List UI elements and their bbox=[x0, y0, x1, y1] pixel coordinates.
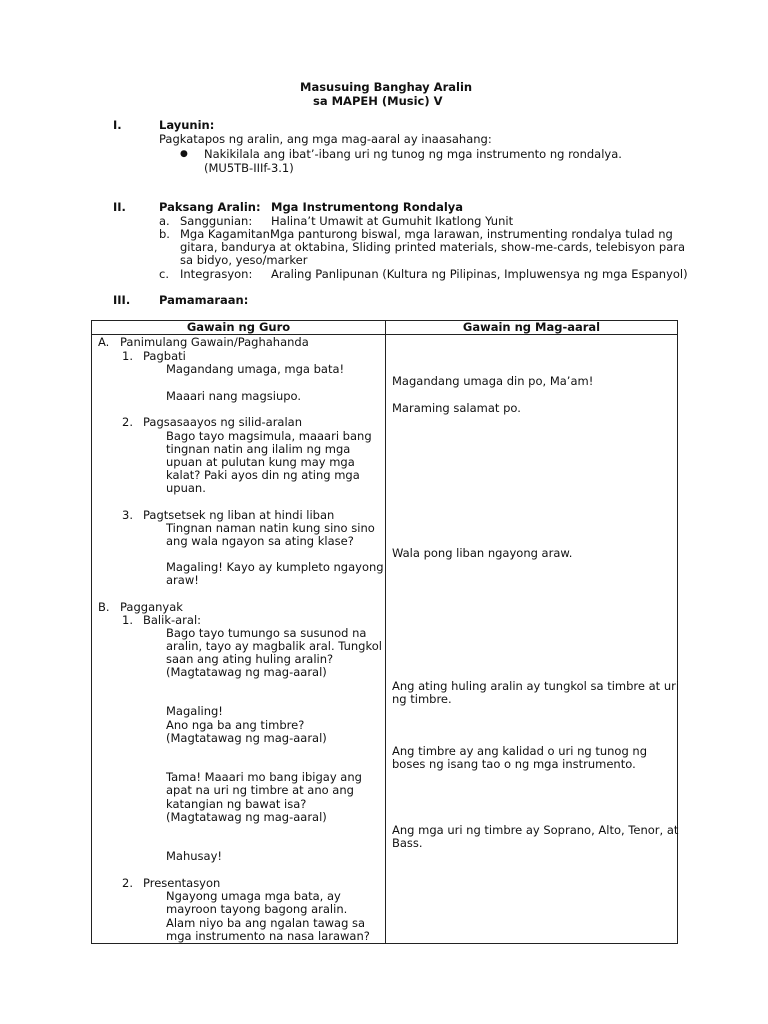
item-b-continuation-2: sa bidyo, yeso/marker bbox=[180, 253, 308, 267]
item-b-value: Mga panturong biswal, mga larawan, instrumenting rondalya tulad ng bbox=[270, 227, 673, 241]
teacher-line: apat na uri ng timbre at ano ang bbox=[166, 783, 354, 797]
teacher-line: upuan. bbox=[166, 481, 206, 495]
teacher-line: Tingnan naman natin kung sino sino bbox=[166, 521, 375, 535]
item-a-marker: a. bbox=[159, 214, 170, 228]
part-a-title: Panimulang Gawain/Paghahanda bbox=[120, 335, 309, 349]
item-a-label: Sanggunian: bbox=[180, 214, 253, 228]
teacher-line: Tama! Maaari mo bang ibigay ang bbox=[166, 770, 362, 784]
teacher-activities-cell bbox=[92, 335, 386, 944]
step-b1-number: 1. bbox=[122, 613, 133, 627]
teacher-line: Maaari nang magsiupo. bbox=[166, 389, 302, 403]
teacher-line: kalat? Paki ayos din ng ating mga bbox=[166, 468, 360, 482]
teacher-line: Alam niyo ba ang ngalan tawag sa bbox=[166, 916, 366, 930]
item-c-marker: c. bbox=[159, 267, 169, 281]
student-response: Ang mga uri ng timbre ay Soprano, Alto, Tenor, at bbox=[392, 823, 679, 837]
student-response: Bass. bbox=[392, 836, 423, 850]
step-2-number: 2. bbox=[122, 415, 133, 429]
teacher-line: (Magtatawag ng mag-aaral) bbox=[166, 731, 327, 745]
objective-code: (MU5TB-IIIf-3.1) bbox=[204, 161, 294, 175]
student-response: Magandang umaga din po, Ma’am! bbox=[392, 374, 594, 388]
teacher-line: ang wala ngayon sa ating klase? bbox=[166, 534, 354, 548]
teacher-line: aralin, tayo ay magbalik aral. Tungkol bbox=[166, 639, 382, 653]
step-b2-title: Presentasyon bbox=[143, 876, 221, 890]
teacher-line: Ano nga ba ang timbre? bbox=[166, 718, 305, 732]
teacher-line: Mahusay! bbox=[166, 849, 223, 863]
teacher-line: tingnan natin ang ilalim ng mga bbox=[166, 442, 351, 456]
document-subtitle: sa MAPEH (Music) V bbox=[313, 94, 443, 108]
section-1-numeral: I. bbox=[113, 118, 122, 132]
part-a-marker: A. bbox=[98, 335, 110, 349]
student-response: boses ng isang tao o ng mga instrumento. bbox=[392, 757, 636, 771]
section-1-heading: Layunin: bbox=[159, 118, 215, 132]
section-1-intro: Pagkatapos ng aralin, ang mga mag-aaral ay inaasahang: bbox=[159, 132, 492, 146]
teacher-line: Magandang umaga, mga bata! bbox=[166, 362, 345, 376]
section-3-numeral: III. bbox=[113, 293, 131, 307]
section-3-heading: Pamamaraan: bbox=[159, 293, 249, 307]
step-b1-title: Balik-aral: bbox=[143, 613, 202, 627]
teacher-line: Bago tayo tumungo sa susunod na bbox=[166, 626, 367, 640]
student-response: Ang timbre ay ang kalidad o uri ng tunog ng bbox=[392, 744, 647, 758]
teacher-line: saan ang ating huling aralin? bbox=[166, 652, 334, 666]
step-3-title: Pagtsetsek ng liban at hindi liban bbox=[143, 508, 335, 522]
teacher-line: (Magtatawag ng mag-aaral) bbox=[166, 810, 327, 824]
section-2-numeral: II. bbox=[113, 200, 126, 214]
procedure-table bbox=[91, 320, 678, 944]
column-header-teacher: Gawain ng Guro bbox=[92, 321, 386, 335]
part-b-marker: B. bbox=[98, 600, 110, 614]
student-response: Ang ating huling aralin ay tungkol sa timbre at uri bbox=[392, 679, 680, 693]
document-title: Masusuing Banghay Aralin bbox=[300, 80, 473, 94]
step-1-number: 1. bbox=[122, 349, 133, 363]
section-2-topic: Mga Instrumentong Rondalya bbox=[271, 200, 464, 214]
student-activities-cell bbox=[386, 335, 678, 944]
teacher-line: Bago tayo magsimula, maaari bang bbox=[166, 429, 372, 443]
column-header-student: Gawain ng Mag-aaral bbox=[386, 321, 678, 335]
teacher-line: Magaling! bbox=[166, 704, 223, 718]
step-1-title: Pagbati bbox=[143, 349, 186, 363]
teacher-line: mayroon tayong bagong aralin. bbox=[166, 902, 348, 916]
item-b-label: Mga Kagamitan: bbox=[180, 227, 274, 241]
step-3-number: 3. bbox=[122, 508, 133, 522]
student-response: Maraming salamat po. bbox=[392, 401, 521, 415]
item-c-label: Integrasyon: bbox=[180, 267, 253, 281]
teacher-line: katangian ng bawat isa? bbox=[166, 797, 307, 811]
step-b2-number: 2. bbox=[122, 876, 133, 890]
teacher-line: Ngayong umaga mga bata, ay bbox=[166, 889, 341, 903]
section-2-heading: Paksang Aralin: bbox=[159, 200, 261, 214]
bullet-icon: ● bbox=[180, 149, 188, 159]
step-2-title: Pagsasaayos ng silid-aralan bbox=[143, 415, 303, 429]
teacher-line: Magaling! Kayo ay kumpleto ngayong bbox=[166, 560, 384, 574]
teacher-line: mga instrumento na nasa larawan? bbox=[166, 929, 370, 943]
teacher-line: upuan at pulutan kung may mga bbox=[166, 455, 355, 469]
student-response: Wala pong liban ngayong araw. bbox=[392, 546, 573, 560]
item-c-value: Araling Panlipunan (Kultura ng Pilipinas, Impluwensya ng mga Espanyol) bbox=[271, 267, 688, 281]
teacher-line: araw! bbox=[166, 573, 199, 587]
teacher-line: (Magtatawag ng mag-aaral) bbox=[166, 665, 327, 679]
item-b-continuation-1: gitara, bandurya at oktabina, Sliding printed materials, show-me-cards, telebisyon para bbox=[180, 240, 686, 254]
item-a-value: Halina’t Umawit at Gumuhit Ikatlong Yunit bbox=[271, 214, 514, 228]
objective-text: Nakikilala ang ibat’-ibang uri ng tunog ng mga instrumento ng rondalya. bbox=[204, 147, 622, 161]
student-response: ng timbre. bbox=[392, 692, 452, 706]
item-b-marker: b. bbox=[159, 227, 170, 241]
part-b-title: Pagganyak bbox=[120, 600, 183, 614]
